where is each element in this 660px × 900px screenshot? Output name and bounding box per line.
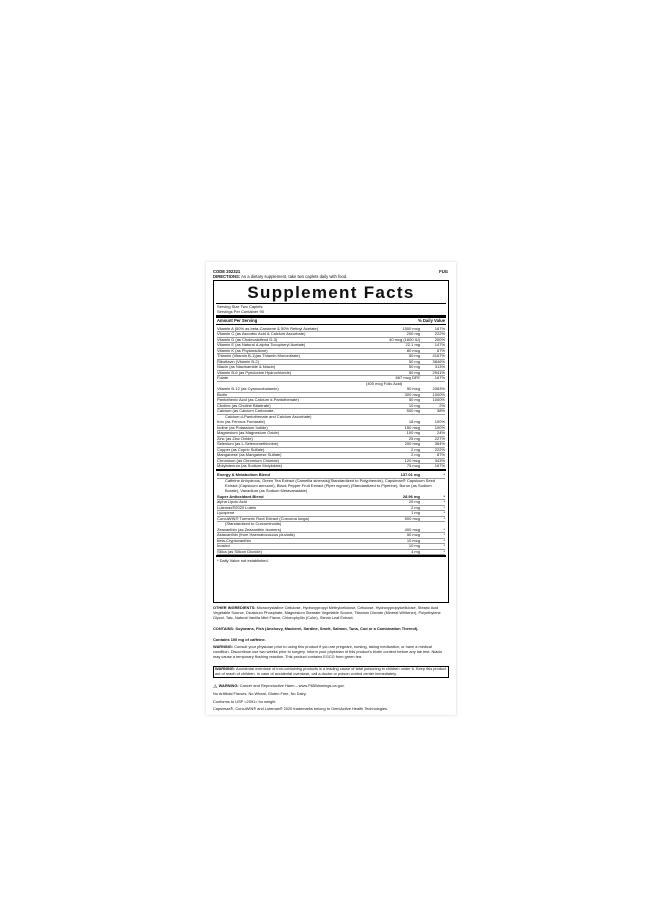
nutrient-amount: 10 mg — [408, 543, 420, 549]
nutrient-name: CurcuWIN® Turmeric Root Extract (Curcuma longa) — [217, 515, 310, 521]
nutrient-name: Silica (as Silicon Dioxide) — [217, 548, 262, 554]
nutrient-name: Calcium (as Calcium Carbonate, — [217, 408, 275, 413]
nutrient-amount: 50 mcg — [406, 532, 420, 538]
nutrient-amount: 120 mcg — [404, 457, 420, 463]
nutrient-subline: (400 mcg Folic Acid) — [366, 380, 403, 386]
nutrient-amount: 2 mg — [411, 504, 420, 510]
divider — [216, 324, 446, 325]
nutrient-dv: 222% — [434, 331, 445, 336]
serving-size: Serving Size Two Caplets — [217, 304, 263, 309]
column-headers — [217, 318, 445, 323]
nutrient-dv: 67% — [436, 347, 445, 353]
nutrient-dv: 38% — [436, 408, 445, 413]
nutrient-amount: 300 mcg — [404, 391, 420, 397]
other-ingredients — [213, 606, 449, 621]
nutrient-dv: * — [443, 493, 445, 499]
nutrient-dv: 87% — [436, 452, 445, 457]
nutrient-name: Zinc (as Zinc Oxide) — [217, 435, 253, 441]
facts-title: Supplement Facts — [247, 283, 415, 302]
nutrient-amount: 400 mcg — [404, 526, 420, 532]
nutrient-amount: 50 mg — [408, 364, 420, 369]
nutrient-name: Riboflavin (Vitamin B-2) — [217, 358, 259, 364]
nutrient-dv: 100% — [434, 419, 445, 424]
nutrient-name: Chromium (as Chromium Chloride) — [217, 457, 280, 463]
nutrient-amount: 22.1 mg — [405, 342, 420, 347]
nutrient-amount: 40 mcg (1600 IU) — [389, 336, 420, 342]
nutrient-name: Manganese (as Manganese Sulfate) — [217, 452, 282, 457]
nutrient-subline: Calcium d-Pantothenate and Calcium Ascorbate) — [225, 413, 312, 419]
warning-triangle-icon: ⚠ — [213, 683, 218, 690]
dv-footnote: * Daily Value not established. — [217, 557, 269, 563]
nutrient-name: Vitamin D (as Cholecalciferol D-3) — [217, 336, 278, 342]
other-ingredients-text: Microcrystalline Cellulose, Hydroxypropyl Methylcellulose, Cellulose, Hydroxypropylcellulose, Stearic Acid Vegetable Source, Dicalcium Phosphate, Magnesium Stearate Vegetable Source, Titanium Dioxide (Mineral Whitener), Polyethylene Glycol, Talc, Natural Vanilla Mint Flavor, Chlorophyllin (Color), Stevia Leaf Extract. — [213, 605, 441, 620]
nutrient-amount: 80 mcg — [406, 347, 420, 353]
nutrient-amount: 50 mcg — [406, 386, 420, 391]
divider — [216, 469, 446, 471]
product-code-right: FUG — [439, 269, 448, 274]
prop65-label: WARNING: — [218, 683, 239, 688]
supplement-facts-box — [213, 280, 449, 603]
nutrient-dv: * — [443, 548, 445, 554]
nutrient-name: Molybdenum (as Sodium Molybdate) — [217, 463, 283, 468]
nutrient-dv: 24% — [436, 430, 445, 435]
directions-label: DIRECTIONS: — [213, 274, 241, 279]
nutrient-amount: 150 mcg — [404, 424, 420, 430]
nutrient-amount: 50 mg — [408, 369, 420, 375]
nutrient-name: Lutemax®2020 Lutein — [217, 504, 257, 510]
nutrient-name: alpha Lipoic Acid — [217, 499, 248, 505]
nutrient-name: Iron (as Ferrous Fumarate) — [217, 419, 266, 424]
free-from — [213, 692, 449, 697]
nutrient-amount: 1500 mcg — [402, 325, 420, 331]
contains-allergens — [213, 627, 449, 632]
divider — [216, 555, 446, 557]
nutrient-name: beta-Cryptoxanthin — [217, 537, 251, 543]
nutrient-name: Folate — [217, 375, 229, 380]
nutrient-amount: 2 mg — [411, 452, 420, 457]
nutrient-dv: * — [443, 543, 445, 549]
nutrient-name: Choline (as Choline Bitartrate) — [217, 402, 271, 408]
nutrient-amount: 10 mg — [408, 402, 420, 408]
nutrient-row — [217, 375, 445, 382]
nutrient-amount: 100 mg — [406, 430, 420, 435]
directions — [213, 274, 449, 279]
prop65-warning — [213, 683, 345, 690]
nutrient-amount: 667 mcg DFE — [395, 375, 420, 380]
nutrient-name: Magnesium (as Magnesium Oxide) — [217, 430, 280, 435]
energy-blend-ingredients: Caffeine Anhydrous, Green Tea Extract (Camellia sinensis)(Standardized to Polyphenols), Capsimax® Capsicum Seed Extract (Capsicum annuum), Black Pepper Fruit Extract (Piper nigrum) (Standardized to Piperine), Boron (as Sodium Borate), Vanadium (as Sodium Metavanadate) — [225, 477, 436, 494]
nutrient-dv: 1000% — [432, 397, 445, 402]
nutrient-amount: 500 mcg — [404, 515, 420, 521]
nutrient-name: Iodine (as Potassium Iodide) — [217, 424, 268, 430]
nutrient-dv: 200% — [434, 336, 445, 342]
nutrient-dv: 167% — [434, 463, 445, 468]
nutrient-dv: * — [443, 499, 445, 505]
prop65-text: Cancer and Reproductive Harm – www.P65Warnings.ca.gov. — [238, 683, 345, 688]
nutrient-dv: * — [443, 537, 445, 543]
nutrient-name: Super Antioxidant Blend — [217, 493, 264, 499]
nutrient-dv: * — [443, 532, 445, 538]
trademarks — [213, 707, 449, 712]
directions-text: As a dietary supplement, take two caplets daily with food. — [240, 274, 348, 279]
nutrient-amount: 10 mcg — [406, 537, 420, 543]
nutrient-dv: 313% — [434, 364, 445, 369]
servings-per-container: Servings Per Container 90 — [217, 309, 264, 314]
nutrient-name: Niacin (as Niacinamide & Niacin) — [217, 364, 276, 369]
nutrient-name: Vitamin K (as Phytonadione) — [217, 347, 268, 353]
nutrient-name: Selenium (as L-Selenomethionine) — [217, 441, 279, 446]
usp-conformance-text: Conforms to USP <2091> for weight. — [213, 698, 277, 704]
nutrient-amount: 1 mg — [411, 510, 420, 516]
dv-header: % Daily Value — [418, 318, 445, 323]
supplement-label-panel — [206, 262, 456, 715]
free-from-text: No Artificial Flavors, No Wheat, Gluten Free, No Dairy. — [213, 691, 307, 696]
nutrient-subline: (Standardized to Curcuminoids) — [225, 521, 282, 527]
iron-warning-label: WARNING: — [215, 666, 236, 671]
nutrient-name: Biotin — [217, 391, 228, 397]
iron-warning-text: Accidental overdose of iron-containing products is a leading cause of fatal poisoning in children under 6. Keep this product out of reach of children. In case of accidental overdose, call a doctor or poison control center immediately. — [215, 666, 447, 676]
nutrient-amount: 18 mg — [408, 419, 420, 424]
nutrient-name: Zeaxanthin (as Zeaxanthin Isomers) — [217, 526, 282, 532]
warning — [213, 645, 449, 660]
nutrient-name: Inositol — [217, 543, 230, 549]
nutrient-dv: 3846% — [432, 358, 445, 364]
nutrient-amount: 2 mg — [411, 446, 420, 452]
nutrient-name: Vitamin E (as Natural d-alpha Tocopheryl Acetate) — [217, 342, 306, 347]
nutrient-dv: 1000% — [432, 391, 445, 397]
nutrient-amount: 75 mcg — [406, 463, 420, 468]
nutrient-name: Pantothenic Acid (as Calcium d-Pantothenate) — [217, 397, 299, 402]
nutrient-dv: 147% — [434, 342, 445, 347]
nutrient-amount: 137.01 mg — [400, 472, 420, 478]
nutrient-dv: * — [443, 526, 445, 532]
nutrient-name: Astaxanthin (from Haematococcus pluvialis) — [217, 532, 295, 538]
other-ingredients-label: OTHER INGREDIENTS: — [213, 605, 256, 610]
trademarks-text: Capsimax®, CurcuWIN® and Lutemax® 2020 trademarks belong to OmniActive Health Technologies. — [213, 706, 389, 711]
caffeine-note-text: Contains 100 mg of caffeine. — [213, 637, 266, 642]
nutrient-dv: 227% — [434, 435, 445, 441]
nutrient-dv: 167% — [434, 325, 445, 331]
nutrient-dv: 4167% — [432, 353, 445, 358]
nutrient-name: Vitamin A (50% as beta-Carotene & 50% Retinyl Acetate) — [217, 325, 319, 331]
nutrient-amount: 28.96 mg — [402, 493, 420, 499]
nutrient-dv: * — [443, 504, 445, 510]
nutrient-amount: 50 mg — [408, 358, 420, 364]
nutrient-name: Thiamin (Vitamin B-1)(as Thiamin Mononitrate) — [217, 353, 300, 358]
warning-label: WARNING: — [213, 644, 234, 649]
nutrient-dv: * — [443, 472, 445, 478]
nutrient-amount: 500 mg — [406, 408, 420, 413]
iron-warning-box — [213, 666, 449, 678]
amount-header: Amount Per Serving — [217, 318, 258, 323]
contains-allergens-text: CONTAINS: Soybeans, Fish (Anchovy, Mackerel, Sardine, Smelt, Salmon, Tuna, Cod or a Combination Thereof). — [213, 626, 419, 631]
nutrient-dv: * — [443, 515, 445, 521]
nutrient-dv: 343% — [434, 457, 445, 463]
nutrient-name: Energy & Metabolism Blend — [217, 472, 270, 478]
nutrient-name: Copper (as Cupric Sulfate) — [217, 446, 265, 452]
nutrient-amount: 200 mcg — [404, 441, 420, 446]
nutrient-dv: 2083% — [432, 386, 445, 391]
nutrient-dv: 100% — [434, 424, 445, 430]
warning-text: Consult your physician prior to using this product if you are pregnant, nursing, taking medication, or have a medical condition. Discontinue use two weeks prior to surgery. Inform your physician of this product's biotin content before any lab test. Niacin may cause a temporary flushing reaction. This product contains EGCG from green tea. — [213, 644, 443, 659]
usp-conformance — [213, 700, 449, 705]
nutrient-amount: 200 mg — [406, 331, 420, 336]
nutrient-dv: 2% — [439, 402, 445, 408]
nutrient-amount: 4 mg — [411, 548, 420, 554]
nutrient-amount: 50 mg — [408, 397, 420, 402]
nutrient-name: Vitamin B-6 (as Pyridoxine Hydrochloride) — [217, 369, 292, 375]
caffeine-note — [213, 638, 449, 643]
nutrient-dv: 2941% — [432, 369, 445, 375]
product-code: CODE 202321 — [213, 269, 241, 274]
nutrient-amount: 25 mg — [408, 435, 420, 441]
nutrient-amount: 25 mg — [408, 499, 420, 505]
nutrient-name: Vitamin B-12 (as Cyanocobalamin) — [217, 386, 279, 391]
nutrient-dv: 364% — [434, 441, 445, 446]
nutrient-dv: * — [443, 510, 445, 516]
nutrient-name: Vitamin C (as Ascorbic Acid & Calcium Ascorbate) — [217, 331, 306, 336]
nutrient-dv: 167% — [434, 375, 445, 380]
nutrient-amount: 50 mg — [408, 353, 420, 358]
nutrient-name: Lycopene — [217, 510, 235, 516]
nutrient-dv: 222% — [434, 446, 445, 452]
